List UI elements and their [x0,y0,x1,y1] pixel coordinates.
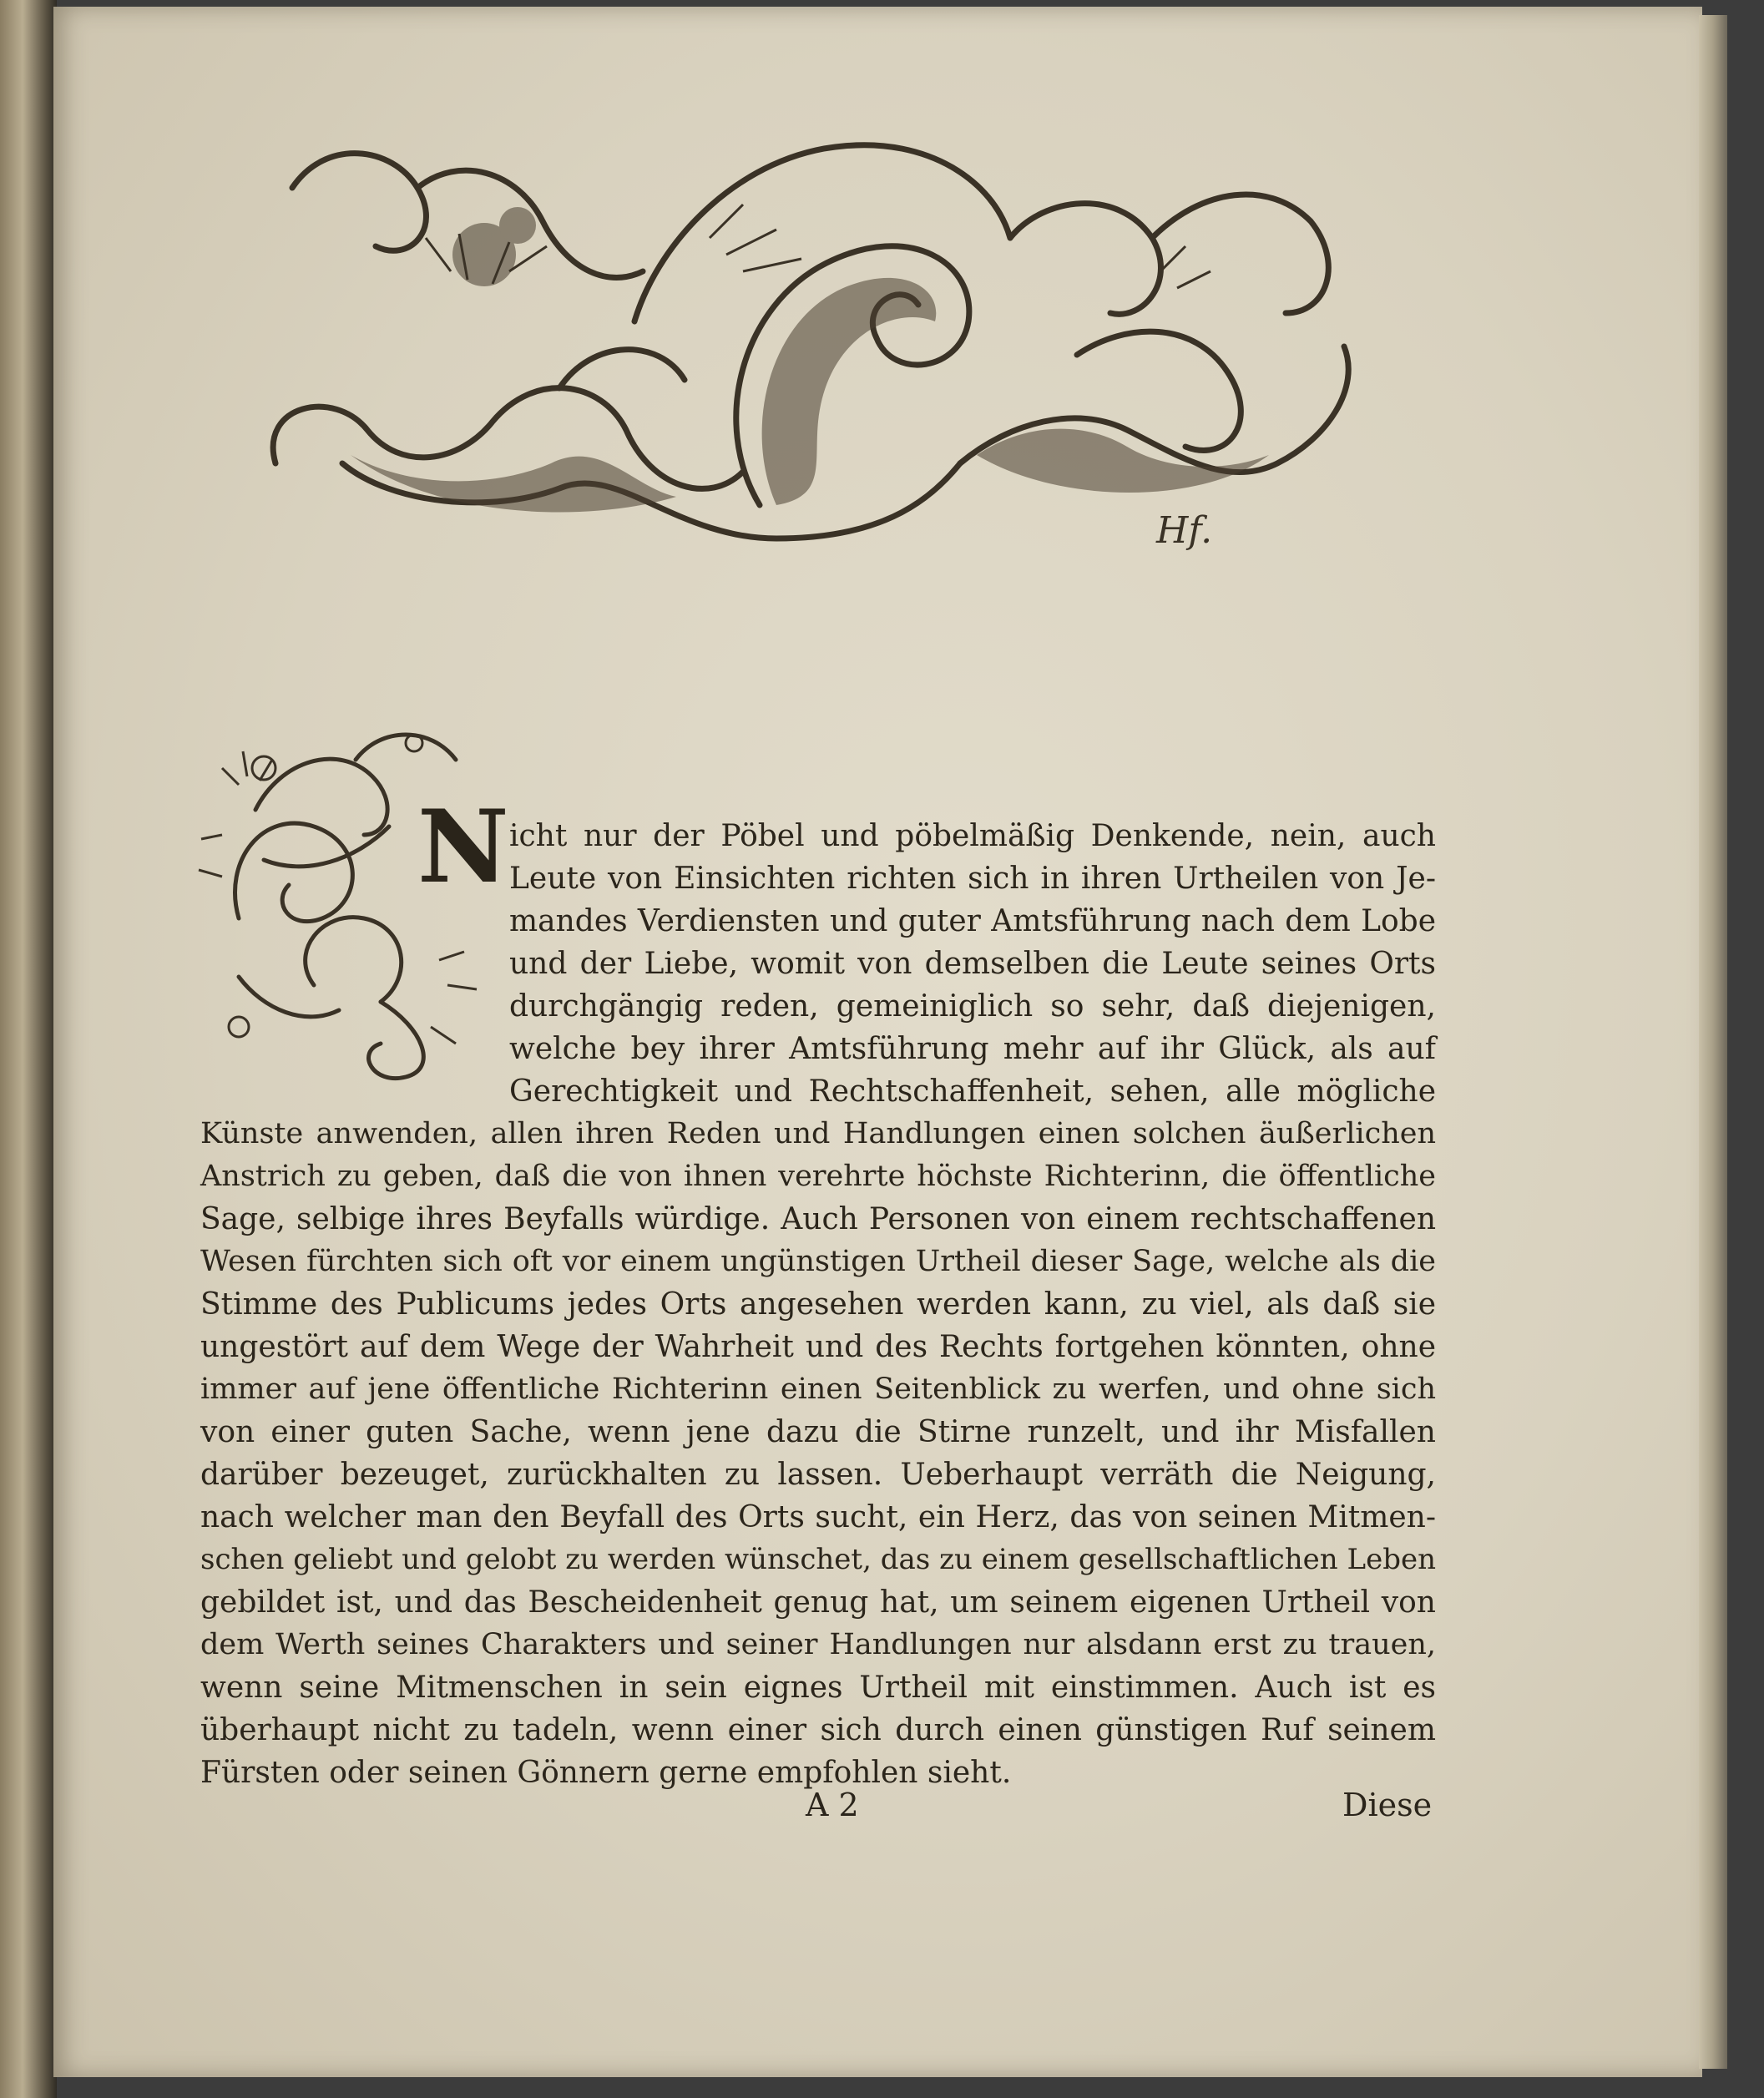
text-line: darüber bezeuget, zurückhalten zu lassen. Ueberhaupt verräth die Neigung, [200,1458,1436,1492]
text-line: immer auf jene öffentliche Richterinn einen Seitenblick zu werfen, und ohne sich [200,1373,1436,1406]
body-text [200,815,1436,1794]
text-line: Künste anwenden, allen ihren Reden und Handlungen einen solchen äußerlichen [200,1117,1436,1150]
text-line: durchgängig reden, gemeiniglich so sehr, daß diejenigen, [509,989,1436,1024]
page-footer [0,1787,1764,1837]
initial-letter: N [417,788,509,906]
text-line: wenn seine Mitmenschen in sein eignes Urtheil mit einstimmen. Auch ist es [200,1671,1436,1705]
catchword: Diese [1342,1787,1433,1823]
text-line: icht nur der Pöbel und pöbelmäßig Denkende, nein, auch [509,819,1436,853]
text-line: überhaupt nicht zu tadeln, wenn einer sich durch einen günstigen Ruf seinem [200,1713,1436,1747]
text-line: schen geliebt und gelobt zu werden wünschet, das zu einem gesellschaftlichen Leben [200,1543,1436,1576]
text-line: Gerechtigkeit und Rechtschaffenheit, sehen, alle mögliche [509,1074,1436,1109]
text-line: Anstrich zu geben, daß die von ihnen verehrte höchste Richterinn, die öffentliche [200,1160,1436,1193]
text-line: von einer guten Sache, wenn jene dazu die Stirne runzelt, und ihr Misfallen [200,1415,1436,1449]
text-line: Stimme des Publicums jedes Orts angesehen werden kann, zu viel, als daß sie [200,1287,1436,1322]
page-fore-edge [1699,15,1727,2069]
signature-mark: A 2 [806,1787,859,1823]
text-line: Sage, selbige ihres Beyfalls würdige. Auch Personen von einem rechtschaffenen [200,1202,1436,1236]
text-line: Fürsten oder seinen Gönnern gerne empfohlen sieht. [200,1756,1012,1790]
text-line: und der Liebe, womit von demselben die Leute seines Orts [509,947,1436,981]
text-line: nach welcher man den Beyfall des Orts sucht, ein Herz, das von seinen Mitmen- [200,1500,1436,1534]
text-line: gebildet ist, und das Bescheidenheit genug hat, um seinem eigenen Urtheil von [200,1585,1436,1620]
text-line: welche bey ihrer Amtsführung mehr auf ihr Glück, als auf [509,1032,1436,1066]
facing-page-edge [0,0,57,2098]
text-line: mandes Verdiensten und guter Amtsführung nach dem Lobe [509,904,1436,938]
text-line: dem Werth seines Charakters und seiner Handlungen nur alsdann erst zu trauen, [200,1628,1436,1661]
text-line: Wesen fürchten sich oft vor einem ungünstigen Urtheil dieser Sage, welche als die [200,1245,1436,1278]
engraver-monogram: Hf. [1156,509,1213,552]
ornamental-headpiece [242,71,1403,593]
text-line: ungestört auf dem Wege der Wahrheit und des Rechts fortgehen könnten, ohne [200,1330,1436,1364]
text-line: Leute von Einsichten richten sich in ihren Urtheilen von Je- [509,862,1436,896]
